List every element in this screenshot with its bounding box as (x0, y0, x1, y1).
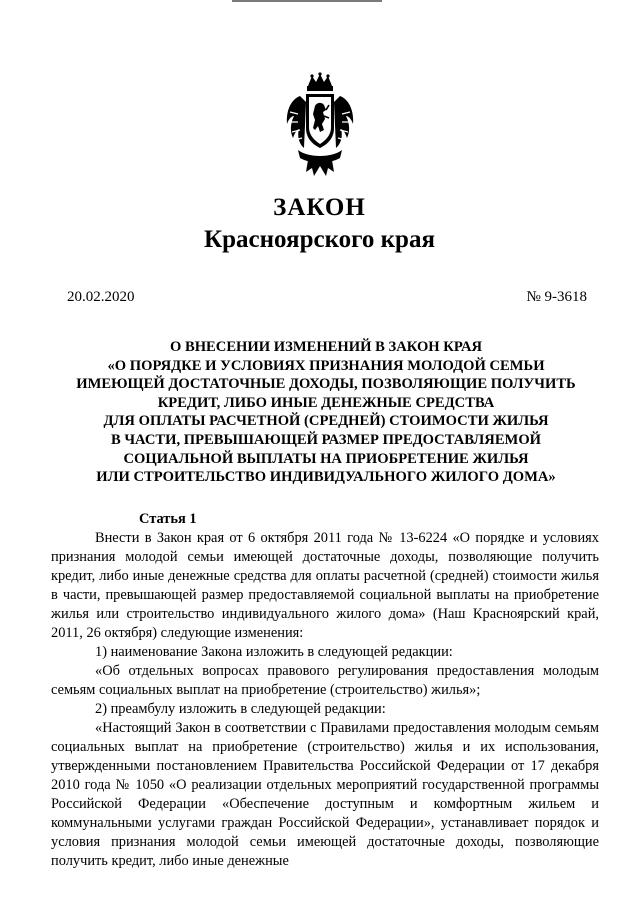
heading-line: КРЕДИТ, ЛИБО ИНЫЕ ДЕНЕЖНЫЕ СРЕДСТВА (157, 394, 495, 411)
top-rule (232, 0, 382, 2)
krasnoyarsk-coat-of-arms-icon (284, 72, 356, 178)
heading-line: ИМЕЮЩЕЙ ДОСТАТОЧНЫЕ ДОХОДЫ, ПОЗВОЛЯЮЩИЕ ПОЛУЧИТЬ (76, 376, 576, 393)
law-date: 20.02.2020 (67, 289, 135, 305)
law-number: № 9-3618 (526, 289, 587, 305)
paragraph: Внести в Закон края от 6 октября 2011 года № 13-6224 «О порядке и условиях признания молодой семьи имеющей достаточные доходы, позволяющие получить кредит, либо иные денежные средства для оплаты расчетной (средней) стоимости жилья в части, превышающей размер предоставляемой социальной выплаты на приобретение жилья или строительство индивидуального жилого дома» (Наш Красноярский край, 2011, 26 октября) следующие изменения: (51, 530, 599, 641)
heading-line: СОЦИАЛЬНОЙ ВЫПЛАТЫ НА ПРИОБРЕТЕНИЕ ЖИЛЬЯ (123, 450, 529, 467)
article-title: Статья 1 (139, 511, 197, 527)
heading-line: ИЛИ СТРОИТЕЛЬСТВО ИНДИВИДУАЛЬНОГО ЖИЛОГО ДОМА» (96, 469, 556, 486)
heading-line: В ЧАСТИ, ПРЕВЫШАЮЩЕЙ РАЗМЕР ПРЕДОСТАВЛЯЕМОЙ (110, 431, 542, 448)
law-body (51, 510, 599, 871)
law-title: ЗАКОН (273, 194, 366, 221)
heading-line: «О ПОРЯДКЕ И УСЛОВИЯХ ПРИЗНАНИЯ МОЛОДОЙ СЕМЬИ (107, 357, 545, 374)
paragraph: 2) преамбулу изложить в следующей редакции: (95, 701, 386, 717)
heading-line: О ВНЕСЕНИИ ИЗМЕНЕНИЙ В ЗАКОН КРАЯ (169, 339, 483, 355)
heading-line: ДЛЯ ОПЛАТЫ РАСЧЕТНОЙ (СРЕДНЕЙ) СТОИМОСТИ ЖИЛЬЯ (103, 413, 549, 430)
paragraph: «Об отдельных вопросах правового регулирования предоставления молодым семьям социальных выплат на приобретение (строительство) жилья»; (51, 663, 599, 698)
paragraph: 1) наименование Закона изложить в следующей редакции: (95, 644, 453, 660)
law-heading (40, 338, 612, 487)
paragraph: «Настоящий Закон в соответствии с Правилами предоставления молодым семьям социальных выплат на приобретение (строительство) жилья и их использования, утвержденными постановлением Правительства Российской Федерации от 17 декабря 2010 года № 1050 «О реализации отдельных мероприятий государственной программы Российской Федерации «Обеспечение доступным и комфортным жильем и коммунальными услугами граждан Российской Федерации», устанавливает порядок и условия признания молодой семьи имеющей достаточные доходы, позволяющие получить кредит, либо иные денежные (51, 720, 599, 869)
region-title: Красноярского края (204, 226, 435, 253)
